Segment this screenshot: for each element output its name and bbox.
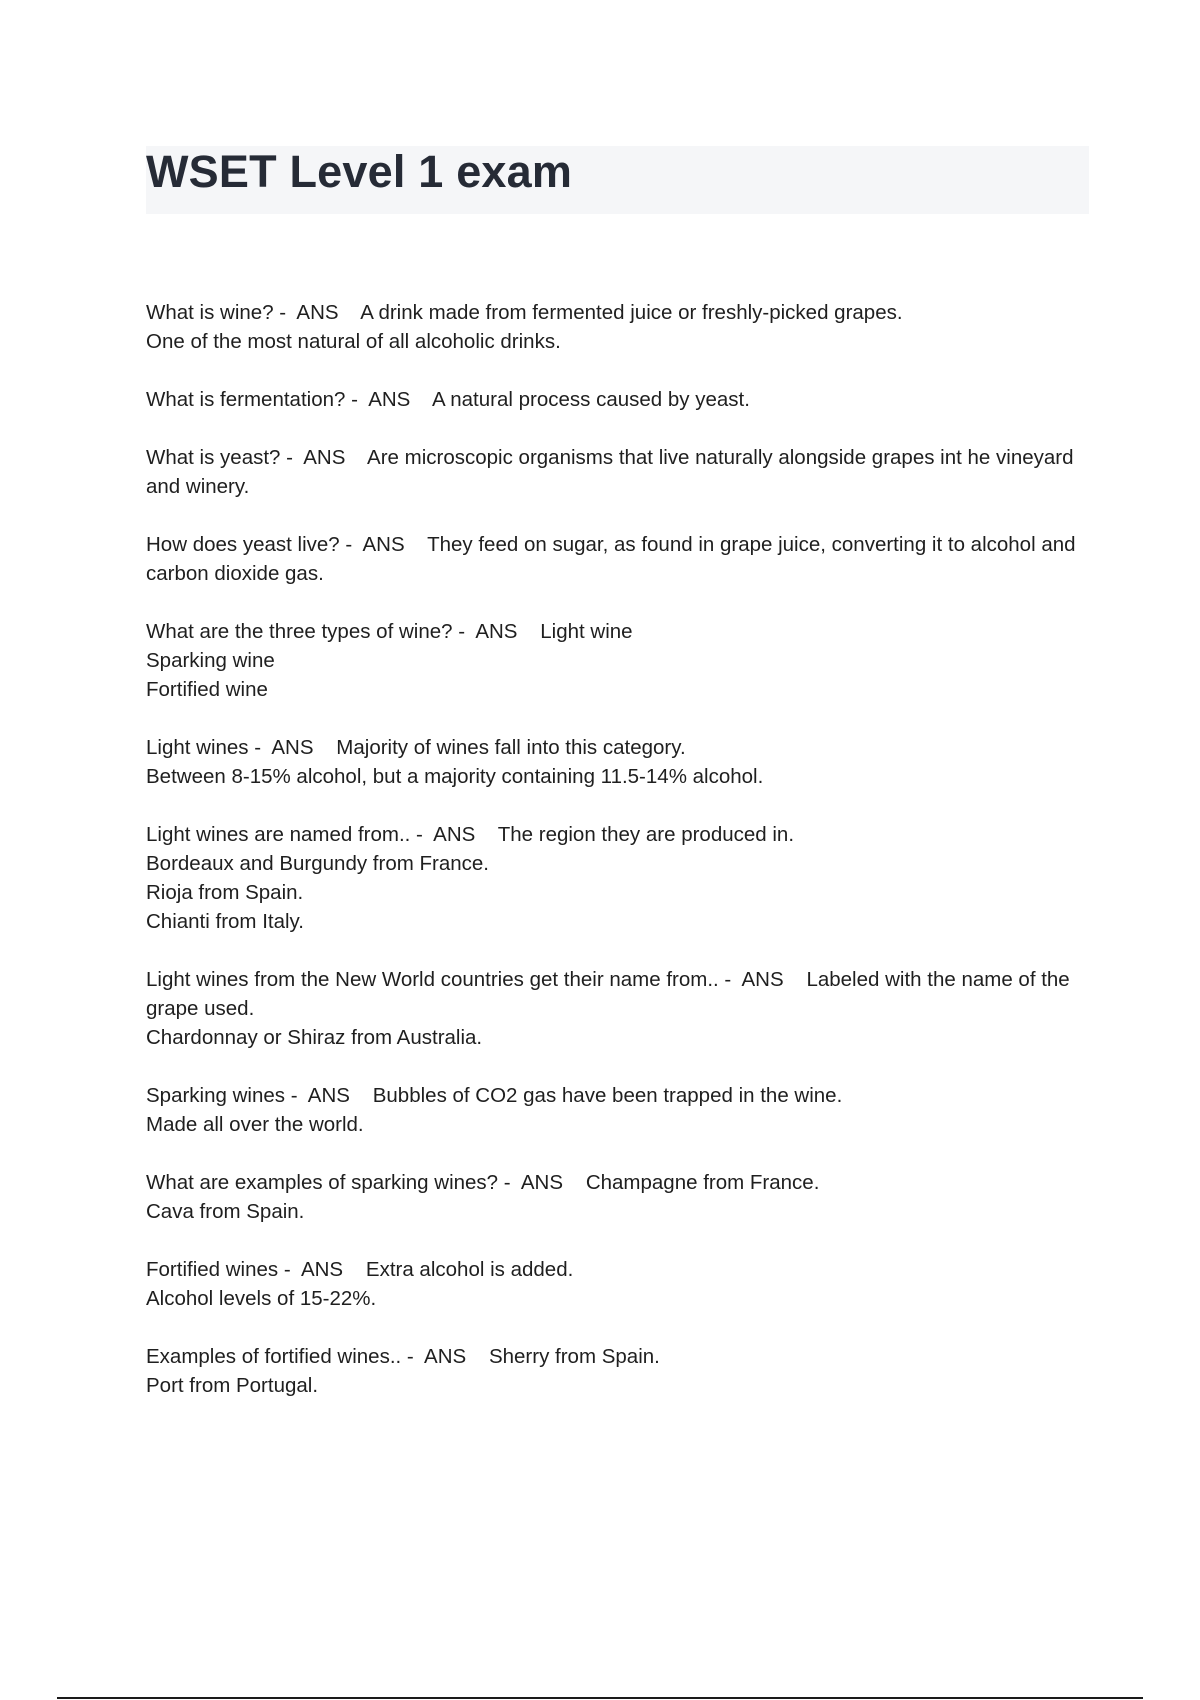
question-text: What is fermentation? [146,388,346,411]
answer-text: One of the most natural of all alcoholic drinks. [146,330,561,353]
answer-marker: - ANS [718,968,807,991]
qa-first-line [146,617,1096,646]
question-text: Light wines are named from.. [146,823,411,846]
qa-first-line [146,1255,1096,1284]
question-text: Light wines from the New World countries get their name from.. [146,968,719,991]
qa-item [146,443,1096,501]
answer-text: Bordeaux and Burgundy from France. [146,852,489,875]
answer-text: A drink made from fermented juice or freshly-picked grapes. [360,301,903,324]
answer-text: Light wine [540,620,633,643]
qa-first-line [146,733,1096,762]
qa-item [146,298,1096,356]
question-text: Sparking wines [146,1084,286,1107]
question-text: Examples of fortified wines.. [146,1345,402,1368]
qa-item [146,385,1096,414]
answer-line [146,1023,1096,1052]
answer-line [146,1371,1096,1400]
answer-line [146,849,1096,878]
answer-text: A natural process caused by yeast. [432,388,750,411]
answer-text: Are microscopic organisms that live naturally alongside grapes int he vineyard and winery. [146,446,1080,498]
answer-text: Chardonnay or Shiraz from Australia. [146,1026,483,1049]
answer-marker: - ANS [248,736,337,759]
answer-marker: - ANS [498,1171,586,1194]
answer-line [146,762,1096,791]
qa-first-line [146,820,1096,849]
qa-first-line [146,1081,1096,1110]
answer-text: Port from Portugal. [146,1374,319,1397]
qa-item [146,1081,1096,1139]
answer-text: Alcohol levels of 15-22%. [146,1287,377,1310]
answer-marker: - ANS [285,1084,373,1107]
qa-item [146,965,1096,1052]
question-text: Light wines [146,736,249,759]
question-text: Fortified wines [146,1258,279,1281]
answer-marker: - ANS [278,1258,366,1281]
qa-first-line [146,1342,1096,1371]
answer-line [146,1197,1096,1226]
question-text: What are the three types of wine? [146,620,453,643]
answer-text: Cava from Spain. [146,1200,305,1223]
answer-text: Between 8-15% alcohol, but a majority containing 11.5-14% alcohol. [146,765,764,788]
answer-text: Rioja from Spain. [146,881,304,904]
answer-text: Bubbles of CO2 gas have been trapped in the wine. [372,1084,843,1107]
answer-marker: - ANS [339,533,428,556]
qa-first-line [146,530,1096,588]
qa-first-line [146,1168,1096,1197]
question-text: How does yeast live? [146,533,340,556]
answer-line [146,646,1096,675]
answer-line [146,907,1096,936]
answer-line [146,878,1096,907]
qa-item [146,1168,1096,1226]
answer-marker: - ANS [345,388,432,411]
qa-first-line [146,443,1096,501]
answer-text: Made all over the world. [146,1113,364,1136]
qa-first-line [146,965,1096,1023]
qa-item [146,1342,1096,1400]
qa-item [146,617,1096,704]
qa-item [146,733,1096,791]
answer-line [146,675,1096,704]
answer-marker: - ANS [401,1345,489,1368]
qa-first-line [146,385,1096,414]
answer-marker: - ANS [452,620,541,643]
answer-text: Sherry from Spain. [488,1345,660,1368]
answer-text: Labeled with the name of the grape used. [146,968,1076,1020]
footer-divider [57,1697,1143,1699]
qa-item [146,530,1096,588]
answer-text: Extra alcohol is added. [365,1258,574,1281]
qa-item [146,820,1096,936]
answer-text: Chianti from Italy. [146,910,304,933]
question-text: What are examples of sparking wines? [146,1171,499,1194]
answer-text: Majority of wines fall into this category. [336,736,686,759]
answer-marker: - ANS [280,446,368,469]
answer-line [146,1284,1096,1313]
answer-text: Champagne from France. [585,1171,820,1194]
answer-text: The region they are produced in. [497,823,795,846]
page-title: WSET Level 1 exam [146,146,573,197]
answer-line [146,1110,1096,1139]
qa-list [146,298,1096,1429]
question-text: What is wine? [146,301,274,324]
answer-text: Sparking wine [146,649,275,672]
qa-item [146,1255,1096,1313]
qa-first-line [146,298,1096,327]
question-text: What is yeast? [146,446,281,469]
answer-text: They feed on sugar, as found in grape juice, converting it to alcohol and carbon dioxide gas. [146,533,1082,585]
answer-text: Fortified wine [146,678,268,701]
answer-marker: - ANS [410,823,498,846]
answer-marker: - ANS [273,301,361,324]
answer-line [146,327,1096,356]
